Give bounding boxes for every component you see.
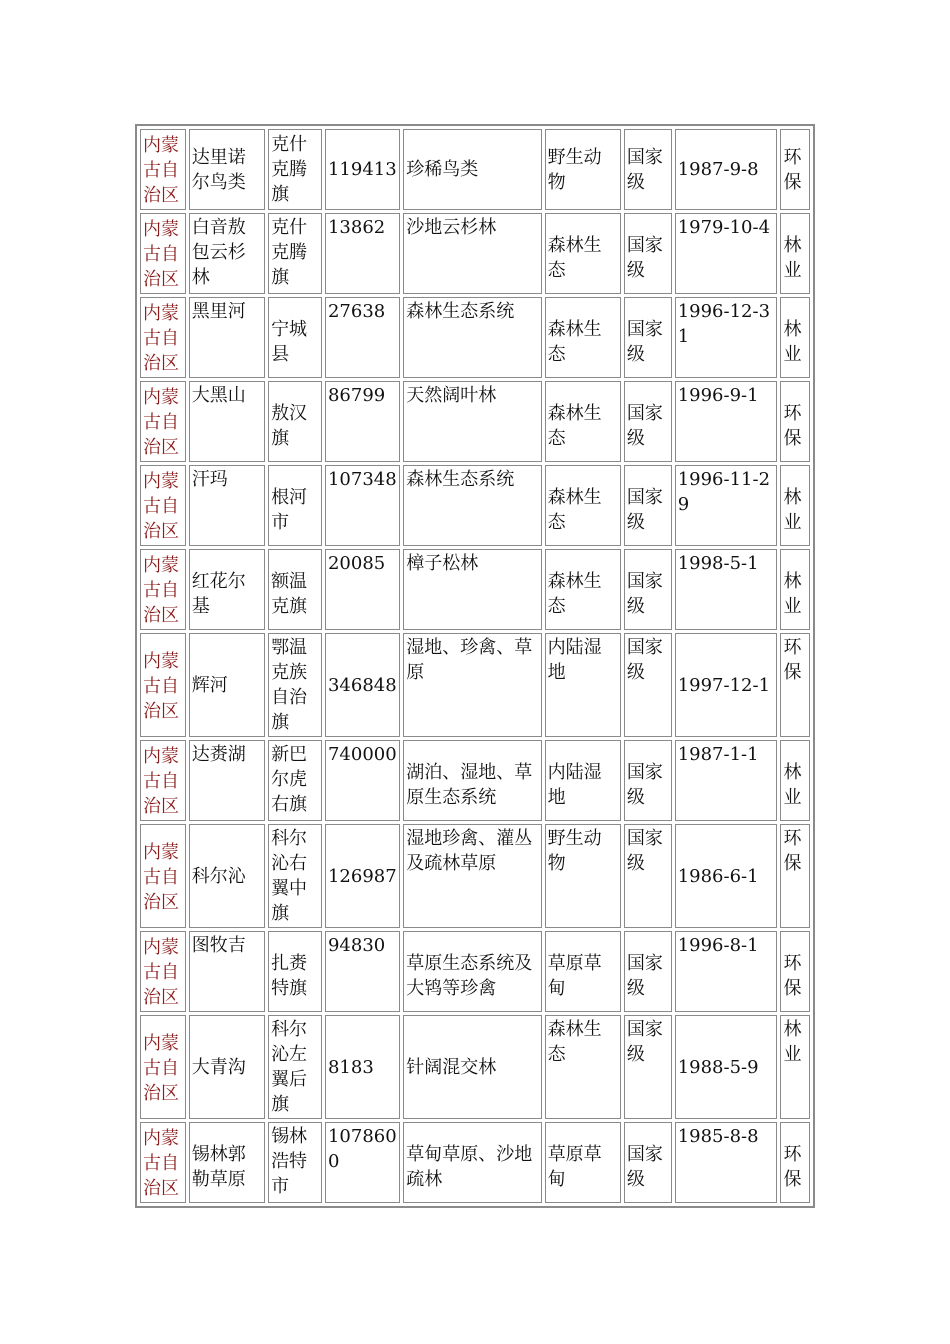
county-cell: 克什克腾旗	[268, 129, 322, 210]
table-row	[140, 213, 810, 294]
protected-object-cell: 湿地珍禽、灌丛及疏林草原	[403, 824, 541, 928]
reserve-name-cell: 图牧吉	[189, 931, 265, 1012]
type-cell: 草原草甸	[545, 931, 621, 1012]
dept-cell: 林业	[780, 549, 810, 630]
county-cell: 克什克腾旗	[268, 213, 322, 294]
type-cell: 森林生态	[545, 465, 621, 546]
region-cell: 内蒙古自治区	[140, 1015, 186, 1119]
reserve-name-cell: 黑里河	[189, 297, 265, 378]
date-cell: 1988-5-9	[675, 1015, 778, 1119]
type-cell: 森林生态	[545, 1015, 621, 1119]
area-cell: 1078600	[325, 1122, 400, 1203]
area-cell: 126987	[325, 824, 400, 928]
region-cell: 内蒙古自治区	[140, 213, 186, 294]
county-cell: 扎赉特旗	[268, 931, 322, 1012]
type-cell: 内陆湿地	[545, 633, 621, 737]
table-row	[140, 381, 810, 462]
level-cell: 国家级	[624, 931, 672, 1012]
protected-object-cell: 湖泊、湿地、草原生态系统	[403, 740, 541, 821]
table-row	[140, 1015, 810, 1119]
date-cell: 1996-12-31	[675, 297, 778, 378]
region-cell: 内蒙古自治区	[140, 824, 186, 928]
reserve-name-cell: 大黑山	[189, 381, 265, 462]
type-cell: 内陆湿地	[545, 740, 621, 821]
county-cell: 新巴尔虎右旗	[268, 740, 322, 821]
table-row	[140, 465, 810, 546]
date-cell: 1985-8-8	[675, 1122, 778, 1203]
level-cell: 国家级	[624, 297, 672, 378]
area-cell: 119413	[325, 129, 400, 210]
county-cell: 宁城县	[268, 297, 322, 378]
level-cell: 国家级	[624, 633, 672, 737]
area-cell: 740000	[325, 740, 400, 821]
dept-cell: 环保	[780, 1122, 810, 1203]
region-cell: 内蒙古自治区	[140, 297, 186, 378]
area-cell: 27638	[325, 297, 400, 378]
level-cell: 国家级	[624, 129, 672, 210]
level-cell: 国家级	[624, 381, 672, 462]
reserve-name-cell: 科尔沁	[189, 824, 265, 928]
date-cell: 1996-8-1	[675, 931, 778, 1012]
reserve-name-cell: 辉河	[189, 633, 265, 737]
date-cell: 1998-5-1	[675, 549, 778, 630]
region-cell: 内蒙古自治区	[140, 129, 186, 210]
level-cell: 国家级	[624, 740, 672, 821]
region-cell: 内蒙古自治区	[140, 381, 186, 462]
nature-reserve-table	[135, 124, 815, 1208]
region-cell: 内蒙古自治区	[140, 633, 186, 737]
level-cell: 国家级	[624, 1015, 672, 1119]
county-cell: 额温克旗	[268, 549, 322, 630]
protected-object-cell: 森林生态系统	[403, 297, 541, 378]
table-row	[140, 824, 810, 928]
protected-object-cell: 草原生态系统及大鸨等珍禽	[403, 931, 541, 1012]
reserve-name-cell: 锡林郭勒草原	[189, 1122, 265, 1203]
county-cell: 根河市	[268, 465, 322, 546]
county-cell: 敖汉旗	[268, 381, 322, 462]
date-cell: 1996-11-29	[675, 465, 778, 546]
dept-cell: 林业	[780, 297, 810, 378]
level-cell: 国家级	[624, 549, 672, 630]
region-cell: 内蒙古自治区	[140, 549, 186, 630]
type-cell: 森林生态	[545, 549, 621, 630]
dept-cell: 林业	[780, 740, 810, 821]
dept-cell: 环保	[780, 931, 810, 1012]
protected-object-cell: 湿地、珍禽、草原	[403, 633, 541, 737]
table-row	[140, 740, 810, 821]
region-cell: 内蒙古自治区	[140, 1122, 186, 1203]
type-cell: 森林生态	[545, 381, 621, 462]
date-cell: 1987-9-8	[675, 129, 778, 210]
level-cell: 国家级	[624, 824, 672, 928]
table-row	[140, 129, 810, 210]
protected-object-cell: 针阔混交林	[403, 1015, 541, 1119]
area-cell: 8183	[325, 1015, 400, 1119]
dept-cell: 林业	[780, 213, 810, 294]
date-cell: 1987-1-1	[675, 740, 778, 821]
dept-cell: 林业	[780, 465, 810, 546]
dept-cell: 环保	[780, 381, 810, 462]
date-cell: 1979-10-4	[675, 213, 778, 294]
dept-cell: 环保	[780, 824, 810, 928]
level-cell: 国家级	[624, 1122, 672, 1203]
area-cell: 86799	[325, 381, 400, 462]
protected-object-cell: 草甸草原、沙地疏林	[403, 1122, 541, 1203]
date-cell: 1997-12-1	[675, 633, 778, 737]
area-cell: 94830	[325, 931, 400, 1012]
reserve-name-cell: 白音敖包云杉林	[189, 213, 265, 294]
area-cell: 107348	[325, 465, 400, 546]
type-cell: 森林生态	[545, 297, 621, 378]
level-cell: 国家级	[624, 213, 672, 294]
level-cell: 国家级	[624, 465, 672, 546]
region-cell: 内蒙古自治区	[140, 931, 186, 1012]
table-row	[140, 1122, 810, 1203]
date-cell: 1986-6-1	[675, 824, 778, 928]
area-cell: 346848	[325, 633, 400, 737]
reserve-name-cell: 大青沟	[189, 1015, 265, 1119]
dept-cell: 环保	[780, 129, 810, 210]
area-cell: 13862	[325, 213, 400, 294]
reserve-name-cell: 达赉湖	[189, 740, 265, 821]
dept-cell: 环保	[780, 633, 810, 737]
protected-object-cell: 珍稀鸟类	[403, 129, 541, 210]
region-cell: 内蒙古自治区	[140, 465, 186, 546]
county-cell: 科尔沁右翼中旗	[268, 824, 322, 928]
reserve-name-cell: 汗玛	[189, 465, 265, 546]
county-cell: 鄂温克族自治旗	[268, 633, 322, 737]
table-row	[140, 633, 810, 737]
type-cell: 森林生态	[545, 213, 621, 294]
type-cell: 野生动物	[545, 129, 621, 210]
protected-object-cell: 樟子松林	[403, 549, 541, 630]
county-cell: 锡林浩特市	[268, 1122, 322, 1203]
reserve-name-cell: 红花尔基	[189, 549, 265, 630]
protected-object-cell: 天然阔叶林	[403, 381, 541, 462]
protected-object-cell: 森林生态系统	[403, 465, 541, 546]
dept-cell: 林业	[780, 1015, 810, 1119]
type-cell: 草原草甸	[545, 1122, 621, 1203]
region-cell: 内蒙古自治区	[140, 740, 186, 821]
table-row	[140, 297, 810, 378]
protected-object-cell: 沙地云杉林	[403, 213, 541, 294]
area-cell: 20085	[325, 549, 400, 630]
table-row	[140, 931, 810, 1012]
table-row	[140, 549, 810, 630]
county-cell: 科尔沁左翼后旗	[268, 1015, 322, 1119]
type-cell: 野生动物	[545, 824, 621, 928]
reserve-name-cell: 达里诺尔鸟类	[189, 129, 265, 210]
date-cell: 1996-9-1	[675, 381, 778, 462]
